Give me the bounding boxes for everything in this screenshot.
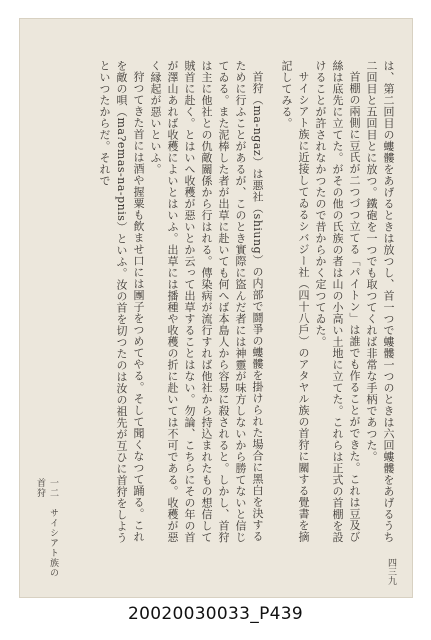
- body-text: [59, 60, 397, 550]
- paragraph-3: サイシアト族に近接してゐるシバジー社（四十八戶）のアタヤル族の首狩に關する覺書を摘記してみる。: [280, 60, 310, 543]
- paragraph-1: は、第二回目の螻髏をあげるときは放つし、首一つで螻髏一つのときは六回螻髏をあげるうち二回目と五回目とに放つ。鐵砲を一つでも取つてくれば非常な手柄であつた。: [365, 60, 395, 543]
- page-number: 四三九: [386, 558, 396, 585]
- document-page: [19, 18, 413, 598]
- running-header: 一二 サイシアト族の首狩: [35, 478, 58, 578]
- image-caption: 20020030033_P439: [128, 604, 303, 624]
- paragraph-2: 首棚の兩側に豆氏が二つづつ立てる「パイトン」は誰でも作ることができた。これは豆及び絲は底先に立てた。がその他の氏族の者は山の小高い土地に立てた。これらは正式の首棚を設けることが許されなかつたので昔からかく定つてゐた。: [314, 60, 361, 543]
- paragraph-4: 首狩（ma-ngaz）は悪社（shiung）の内部で鬪爭の螻髏を掛けられた場合に黑白を決するために行ふことがあるが、このとき實際に盜んだ者には神靈が味方しないから勝てないと信じてゐる。また泥棒した者が出草に赴いても何へば本島人から容易に殺されると。しかし、首狩は主に他社との仇敵關係から行はれる。傳染病が流行すれば他社から持込まれたもの想信して賊首に赴く。とはいへ收穫が惡いとか云って出草することはない。勿論、こちらにその年の首が澤山あれば收穫によいとはいふ。出草には播種や收穫の折に赴いては不可である。收穫が惡く縁起が惡いといふ。: [149, 60, 264, 543]
- paragraph-5: 狩つてきた首には酒や握粟も飲ませ口には團子をつめてやる。そして聞くなつて踊る。これを敵の唄（ma?emas-na-pnis）といふ。汝の首を切つたのは汝の祖先が互ひに首狩をしようといつたからだ。それで: [98, 60, 145, 544]
